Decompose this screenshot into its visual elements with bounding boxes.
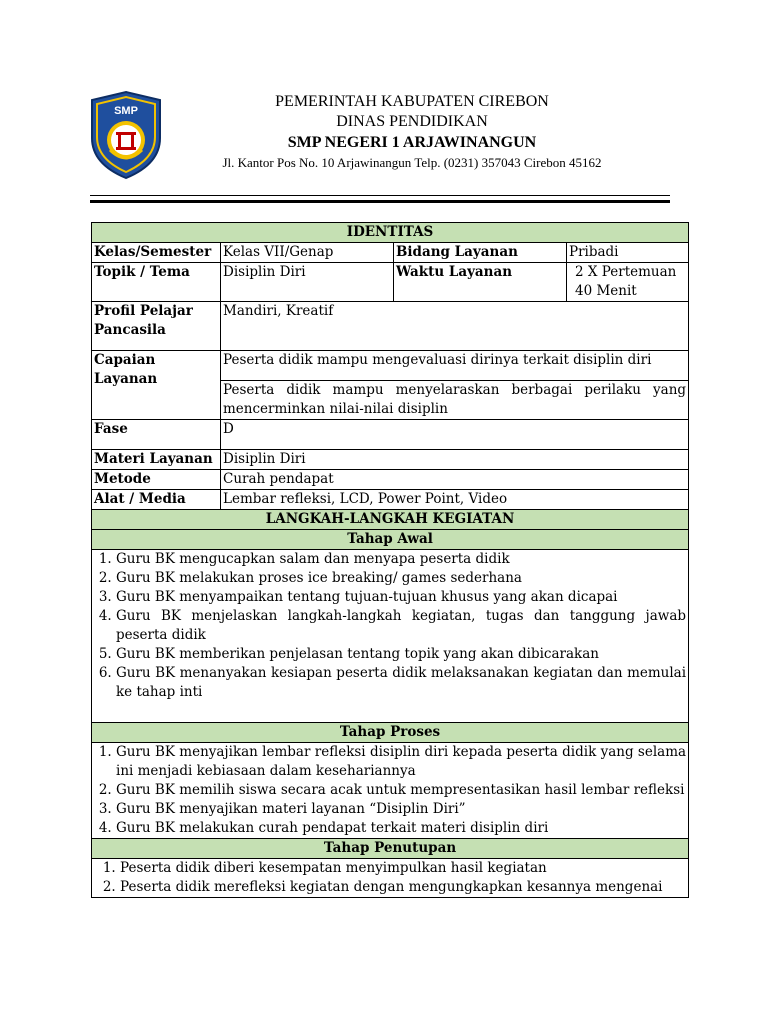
metode-value: Curah pendapat <box>221 470 689 490</box>
tahap-awal-title: Tahap Awal <box>92 530 689 550</box>
letterhead-text <box>182 92 642 172</box>
tahap-penutupan-cell <box>92 859 689 898</box>
list-item: 3. Guru BK menyampaikan tentang tujuan-tujuan khusus yang akan dicapai <box>116 588 686 607</box>
topik-value: Disiplin Diri <box>221 263 394 302</box>
materi-value: Disiplin Diri <box>221 450 689 470</box>
list-item: 6. Guru BK menanyakan kesiapan peserta didik melaksanakan kegiatan dan memulai ke tahap inti <box>116 664 686 702</box>
school-logo <box>90 90 162 180</box>
tahap-penutupan-list <box>94 859 686 897</box>
lesson-plan-table <box>91 222 689 898</box>
tahap-proses-list <box>94 743 686 838</box>
alat-label: Alat / Media <box>92 490 221 510</box>
waktu-value-minutes: 40 Menit <box>575 283 637 299</box>
fase-label: Fase <box>92 420 221 450</box>
identitas-header-row <box>92 223 689 243</box>
topik-label: Topik / Tema <box>92 263 221 302</box>
header-rule-thick <box>90 200 670 203</box>
tahap-awal-list <box>94 550 686 702</box>
tahap-penutupan-row <box>92 859 689 898</box>
bidang-label: Bidang Layanan <box>394 243 567 263</box>
langkah-title: LANGKAH-LANGKAH KEGIATAN <box>92 510 689 530</box>
capaian-value-2: Peserta didik mampu menyelaraskan berbagai perilaku yang mencerminkan nilai-nilai disiplin <box>221 381 689 420</box>
capaian-label: Capaian Layanan <box>92 351 221 420</box>
fase-row <box>92 420 689 450</box>
fase-value: D <box>221 420 689 450</box>
header-rule-thin <box>90 195 670 196</box>
tahap-proses-header-row <box>92 723 689 743</box>
langkah-header-row <box>92 510 689 530</box>
list-item: 1. Peserta didik diberi kesempatan menyimpulkan hasil kegiatan <box>120 859 686 878</box>
tahap-penutupan-title: Tahap Penutupan <box>92 839 689 859</box>
tahap-proses-row <box>92 743 689 839</box>
materi-label: Materi Layanan <box>92 450 221 470</box>
list-item: 3. Guru BK menyajikan materi layanan “Disiplin Diri” <box>116 800 686 819</box>
list-item: 2. Guru BK memilih siswa secara acak untuk mempresentasikan hasil lembar refleksi <box>116 781 686 800</box>
topik-row <box>92 263 689 302</box>
list-item: 2. Peserta didik merefleksi kegiatan dengan mengungkapkan kesannya mengenai <box>120 878 686 897</box>
logo-text: SMP <box>114 105 138 117</box>
waktu-label: Waktu Layanan <box>394 263 567 302</box>
tahap-awal-row <box>92 550 689 723</box>
profil-value: Mandiri, Kreatif <box>221 302 689 351</box>
bidang-value: Pribadi <box>567 243 689 263</box>
waktu-value-meetings: 2 X Pertemuan <box>575 264 677 280</box>
identitas-title: IDENTITAS <box>92 223 689 243</box>
department-name: DINAS PENDIDIKAN <box>336 113 488 130</box>
list-item: 1. Guru BK menyajikan lembar refleksi disiplin diri kepada peserta didik yang selama ini menjadi kebiasaan dalam kesehariannya <box>116 743 686 781</box>
letterhead <box>90 88 670 188</box>
list-item: 4. Guru BK melakukan curah pendapat terkait materi disiplin diri <box>116 819 686 838</box>
materi-row <box>92 450 689 470</box>
alat-row <box>92 490 689 510</box>
metode-label: Metode <box>92 470 221 490</box>
capaian-value-1: Peserta didik mampu mengevaluasi dirinya terkait disiplin diri <box>221 351 689 381</box>
list-item: 2. Guru BK melakukan proses ice breaking/ games sederhana <box>116 569 686 588</box>
list-item: 1. Guru BK mengucapkan salam dan menyapa peserta didik <box>116 550 686 569</box>
list-item: 5. Guru BK memberikan penjelasan tentang topik yang akan dibicarakan <box>116 645 686 664</box>
kelas-row <box>92 243 689 263</box>
kelas-label: Kelas/Semester <box>92 243 221 263</box>
tahap-awal-cell <box>92 550 689 723</box>
school-address: Jl. Kantor Pos No. 10 Arjawinangun Telp. (0231) 357043 Cirebon 45162 <box>222 155 602 170</box>
school-name: SMP NEGERI 1 ARJAWINANGUN <box>287 134 537 151</box>
tahap-proses-cell <box>92 743 689 839</box>
capaian-row <box>92 351 689 381</box>
alat-value: Lembar refleksi, LCD, Power Point, Video <box>221 490 689 510</box>
tahap-awal-header-row <box>92 530 689 550</box>
profil-row <box>92 302 689 351</box>
tahap-penutupan-header-row <box>92 839 689 859</box>
kelas-value: Kelas VII/Genap <box>221 243 394 263</box>
list-item: 4. Guru BK menjelaskan langkah-langkah kegiatan, tugas dan tanggung jawab peserta didik <box>116 607 686 645</box>
waktu-value <box>567 263 689 302</box>
tahap-proses-title: Tahap Proses <box>92 723 689 743</box>
profil-label: Profil Pelajar Pancasila <box>92 302 221 351</box>
government-name: PEMERINTAH KABUPATEN CIREBON <box>275 93 549 110</box>
metode-row <box>92 470 689 490</box>
